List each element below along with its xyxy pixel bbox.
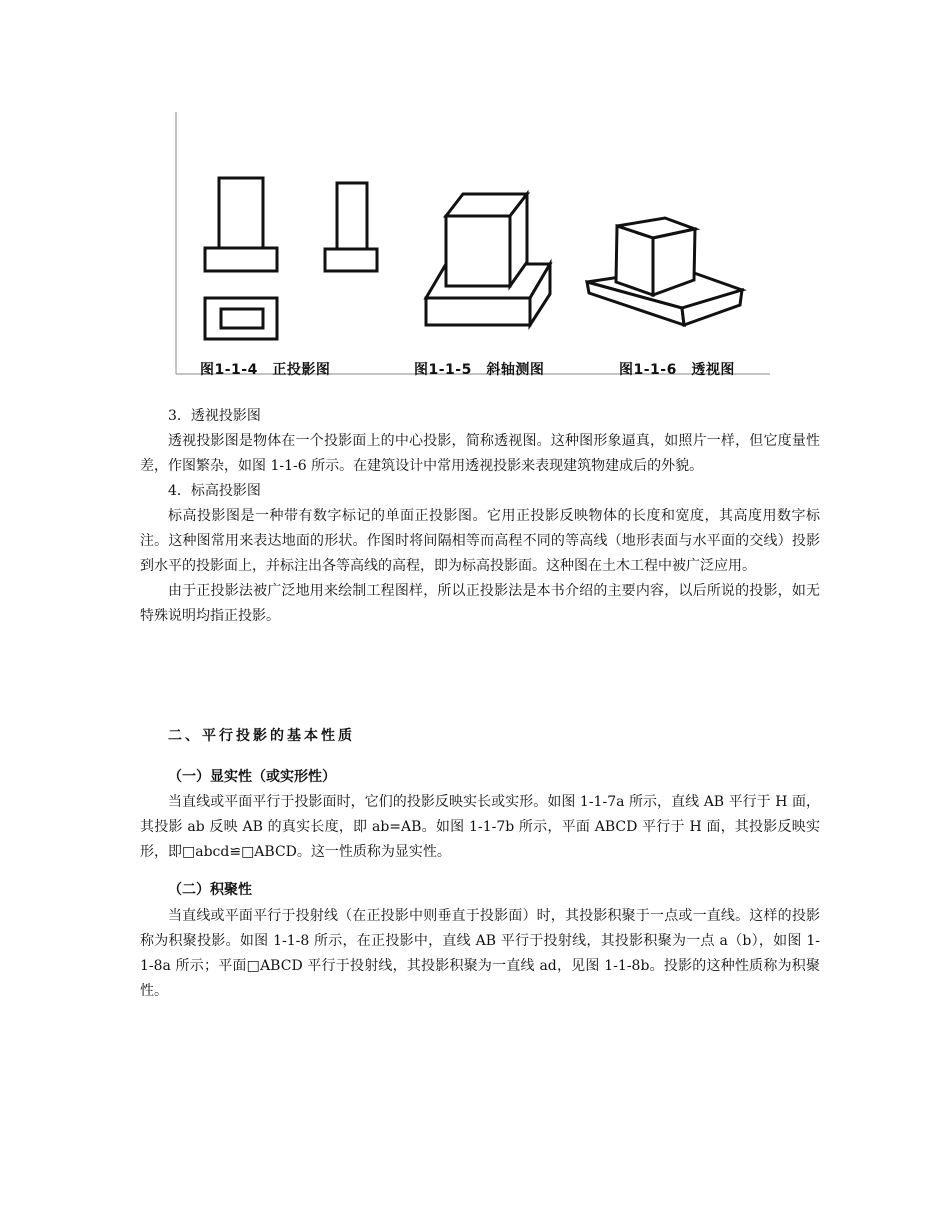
- heading-elevation-projection: 4．标高投影图: [168, 483, 261, 499]
- paragraph-true-shape: 当直线或平面平行于投影面时，它们的投影反映实长或实形。如图 1-1-7a 所示，直线 AB 平行于 H 面，其投影 ab 反映 AB 的真实长度，即 ab=AB。如图 1-1-7b 所示，平面 ABCD 平行于 H 面，其投影反映实形，即□abcd≌□ABCD。这一性质称为显实性。: [140, 794, 820, 860]
- figure-row: [0, 0, 950, 390]
- caption-fig-1-1-5: 图1-1-5 斜轴测图: [414, 362, 545, 378]
- paragraph-elevation-projection: 标高投影图是一种带有数字标记的单面正投影图。它用正投影反映物体的长度和宽度，其高度用数字标注。这种图常用来表达地面的形状。作图时将间隔相等而高程不同的等高线（地形表面与水平面的交线）投影到水平的投影面上，并标注出各等高线的高程，即为标高投影面。这种图在土木工程中被广泛应用。: [140, 508, 820, 574]
- text-block-true-shape: [140, 790, 820, 865]
- text-block-projection-types: [140, 404, 820, 629]
- heading-perspective-projection: 3．透视投影图: [168, 408, 261, 424]
- subsection-title-true-shape: （一）显实性（或实形性）: [168, 769, 336, 785]
- section-title-parallel-projection-properties: 二、平行投影的基本性质: [168, 728, 355, 744]
- paragraph-perspective-projection: 透视投影图是物体在一个投影面上的中心投影，简称透视图。这种图形象逼真，如照片一样，但它度量性差，作图繁杂，如图 1-1-6 所示。在建筑设计中常用透视投影来表现建筑物建成后的外貌。: [140, 433, 820, 474]
- figure-drawings: [0, 0, 950, 390]
- orthographic-side-view: [325, 183, 377, 271]
- oblique-axonometric-drawing: [426, 194, 550, 325]
- text-block-accumulation: [140, 904, 820, 1004]
- caption-fig-1-1-6: 图1-1-6 透视图: [619, 362, 735, 378]
- perspective-drawing: [587, 218, 742, 325]
- caption-fig-1-1-4: 图1-1-4 正投影图: [200, 362, 331, 378]
- orthographic-top-view: [205, 298, 277, 339]
- paragraph-accumulation: 当直线或平面平行于投射线（在正投影中则垂直于投影面）时，其投影积聚于一点或一直线。这样的投影称为积聚投影。如图 1-1-8 所示，在正投影中，直线 AB 平行于投射线，其投影积聚为一点 a（b），如图 1-1-8a 所示；平面□ABCD 平行于投射线，其投影积聚为一直线 ad，见图 1-1-8b。投影的这种性质称为积聚性。: [140, 908, 820, 999]
- orthographic-front-view: [205, 178, 277, 271]
- paragraph-orthographic-note: 由于正投影法被广泛地用来绘制工程图样，所以正投影法是本书介绍的主要内容，以后所说的投影，如无特殊说明均指正投影。: [140, 583, 820, 624]
- subsection-title-accumulation: （二）积聚性: [168, 882, 252, 898]
